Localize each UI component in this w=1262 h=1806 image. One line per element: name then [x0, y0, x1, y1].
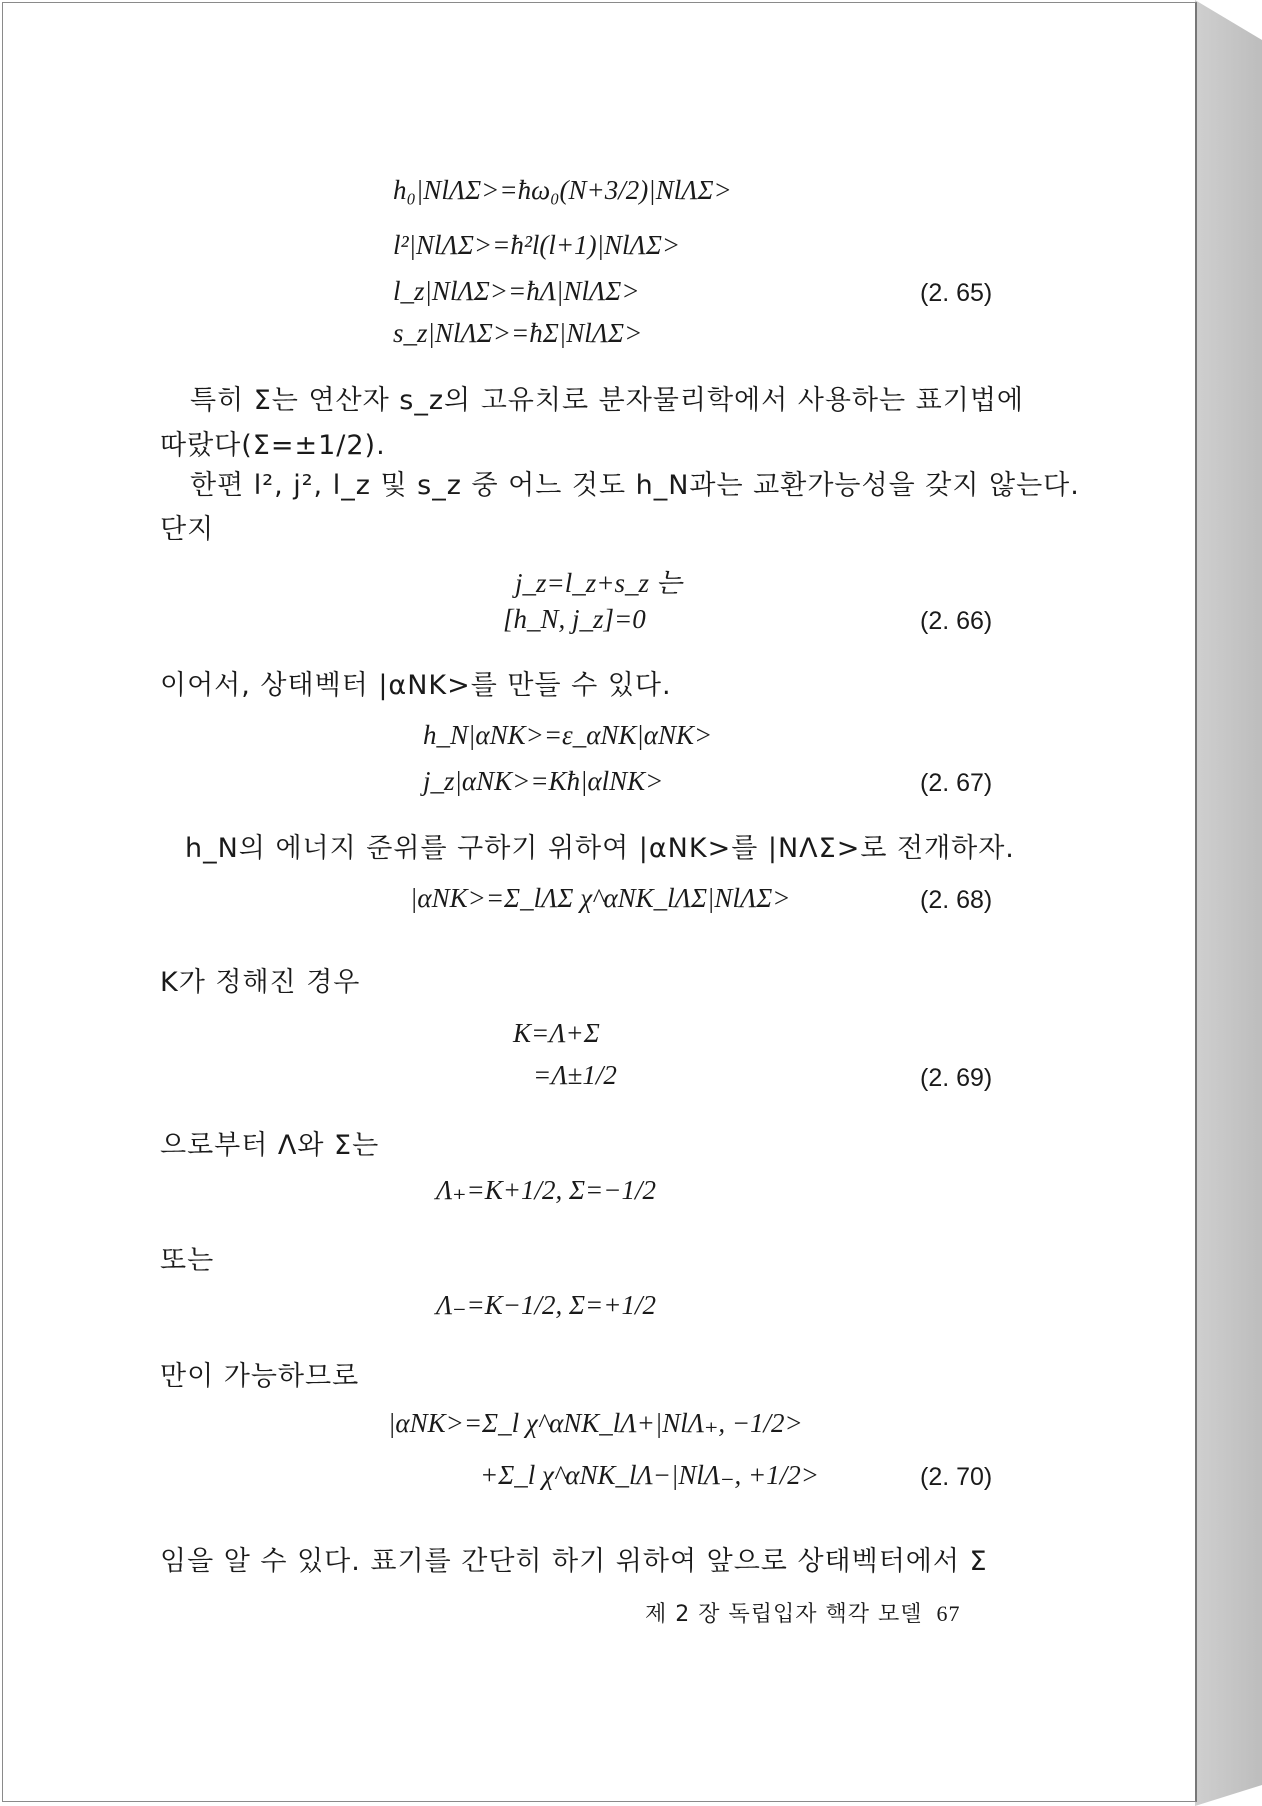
paragraph-9: 임을 알 수 있다. 표기를 간단히 하기 위하여 앞으로 상태벡터에서 Σ [160, 1546, 988, 1577]
page-footer [645, 1597, 960, 1628]
eq-2-70-number: (2. 70) [920, 1463, 993, 1491]
paragraph-2-line1: 한편 l², j², l_z 및 s_z 중 어느 것도 h_N과는 교환가능성을 갖지 않는다. [190, 470, 1080, 501]
chapter-title: 제 2 장 독립입자 핵각 모델 [645, 1602, 923, 1627]
eq-2-66-line2: [h_N, j_z]=0 [503, 604, 646, 634]
eq-2-70-line1: |αNK>=Σ_l χ^αNK_lΛ+|NlΛ₊, −1/2> [388, 1408, 803, 1438]
eq-2-68: |αNK>=Σ_lΛΣ χ^αNK_lΛΣ|NlΛΣ> [410, 883, 791, 913]
paragraph-4: h_N의 에너지 준위를 구하기 위하여 |αNK>를 |NΛΣ>로 전개하자. [185, 833, 1015, 864]
eq-2-66-number: (2. 66) [920, 607, 993, 635]
eq-2-69-line2: =Λ±1/2 [533, 1060, 617, 1090]
eq-2-65-line3: l_z|NlΛΣ>=ħΛ|NlΛΣ> [393, 276, 640, 306]
eq-2-65-line4: s_z|NlΛΣ>=ħΣ|NlΛΣ> [393, 318, 643, 348]
eq-2-68-number: (2. 68) [920, 886, 993, 914]
paragraph-2-line2: 단지 [160, 514, 215, 545]
paragraph-3: 이어서, 상태벡터 |αNK>를 만들 수 있다. [160, 670, 672, 701]
paragraph-8: 만이 가능하므로 [160, 1361, 360, 1392]
eq-2-66-line1: j_z=l_z+s_z 는 [515, 568, 682, 598]
paragraph-6: 으로부터 Λ와 Σ는 [160, 1130, 380, 1161]
eq-2-69-number: (2. 69) [920, 1064, 993, 1092]
eq-lambda-plus: Λ₊=K+1/2, Σ=−1/2 [436, 1175, 656, 1205]
eq-2-65-line1: h₀|NlΛΣ>=ħω₀(N+3/2)|NlΛΣ> [393, 175, 732, 205]
paragraph-1-line1: 특히 Σ는 연산자 s_z의 고유치로 분자물리학에서 사용하는 표기법에 [190, 385, 1025, 416]
eq-2-65-number: (2. 65) [920, 279, 993, 307]
book-side-edge [1195, 0, 1262, 1806]
eq-2-70-line2: +Σ_l χ^αNK_lΛ−|NlΛ₋, +1/2> [480, 1460, 819, 1490]
eq-2-67-line2: j_z|αNK>=Kħ|αlNK> [423, 766, 664, 796]
page-number: 67 [936, 1601, 961, 1626]
eq-lambda-minus: Λ₋=K−1/2, Σ=+1/2 [436, 1290, 656, 1320]
eq-2-69-line1: K=Λ+Σ [513, 1018, 600, 1048]
paragraph-1-line2: 따랐다(Σ=±1/2). [160, 430, 386, 461]
paragraph-7: 또는 [160, 1245, 215, 1276]
eq-2-65-line2: l²|NlΛΣ>=ħ²l(l+1)|NlΛΣ> [393, 230, 681, 260]
eq-2-67-line1: h_N|αNK>=ε_αNK|αNK> [423, 720, 713, 750]
paragraph-5: K가 정해진 경우 [160, 967, 361, 998]
eq-2-67-number: (2. 67) [920, 769, 993, 797]
